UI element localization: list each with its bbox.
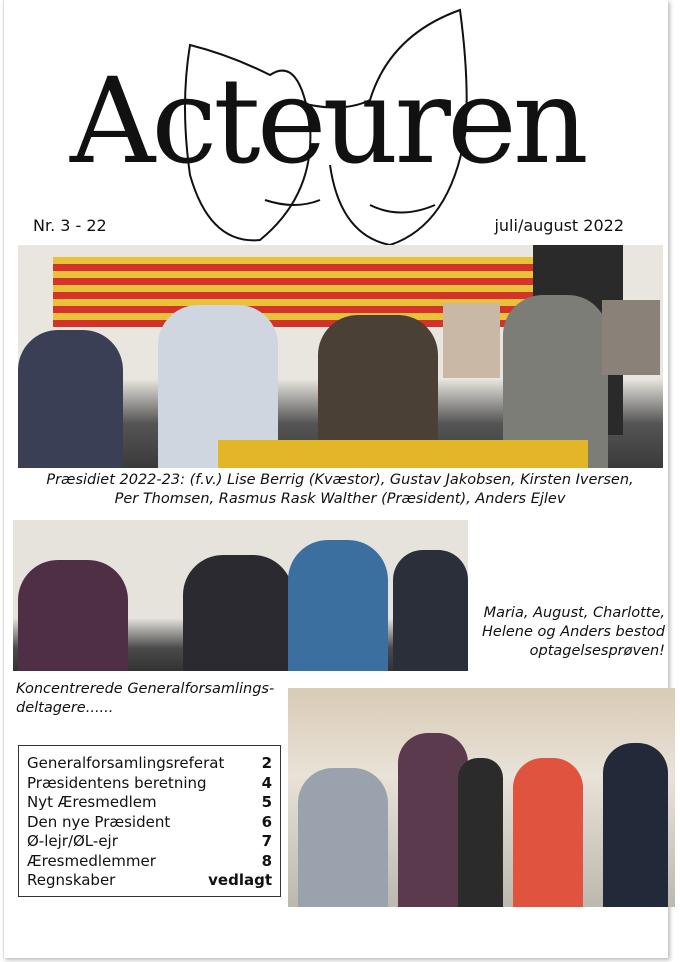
caption-line: Præsidiet 2022-23: (f.v.) Lise Berrig (Kvæstor), Gustav Jakobsen, Kirsten Iversen, — [46, 472, 634, 488]
toc-item[interactable]: Generalforsamlingsreferat 2 — [27, 754, 272, 772]
toc-item[interactable]: Regnskaber vedlagt — [27, 871, 272, 889]
inset-portrait — [443, 303, 500, 378]
toc-item[interactable]: Ø-lejr/ØL-ejr 7 — [27, 832, 272, 850]
caption-line: deltagere...... — [16, 700, 114, 716]
caption-line: Helene og Anders bestod — [482, 624, 665, 640]
photo-new-members — [288, 688, 675, 907]
photo-caption-presidium — [0, 471, 680, 509]
photo-presidium — [18, 245, 663, 468]
toc-item[interactable]: Nyt Æresmedlem 5 — [27, 793, 272, 811]
photo-general-assembly — [13, 520, 468, 671]
photo-caption-admission — [482, 604, 665, 661]
inset-portrait — [602, 300, 660, 375]
issue-date: juli/august 2022 — [494, 216, 624, 235]
photo-caption-assembly — [16, 680, 274, 718]
caption-line: optagelsesprøven! — [529, 643, 665, 659]
caption-line: Koncentrerede Generalforsamlings- — [16, 681, 275, 697]
caption-line: Maria, August, Charlotte, — [483, 605, 665, 621]
table-of-contents — [18, 745, 281, 897]
magazine-title: Acteuren — [70, 52, 585, 190]
toc-item[interactable]: Den nye Præsident 6 — [27, 812, 272, 831]
issue-number: Nr. 3 - 22 — [33, 216, 107, 235]
toc-item[interactable]: Præsidentens beretning 4 — [27, 773, 272, 792]
caption-line: Per Thomsen, Rasmus Rask Walther (Præsident), Anders Ejlev — [114, 491, 566, 507]
toc-item[interactable]: Æresmedlemmer 8 — [27, 851, 272, 870]
